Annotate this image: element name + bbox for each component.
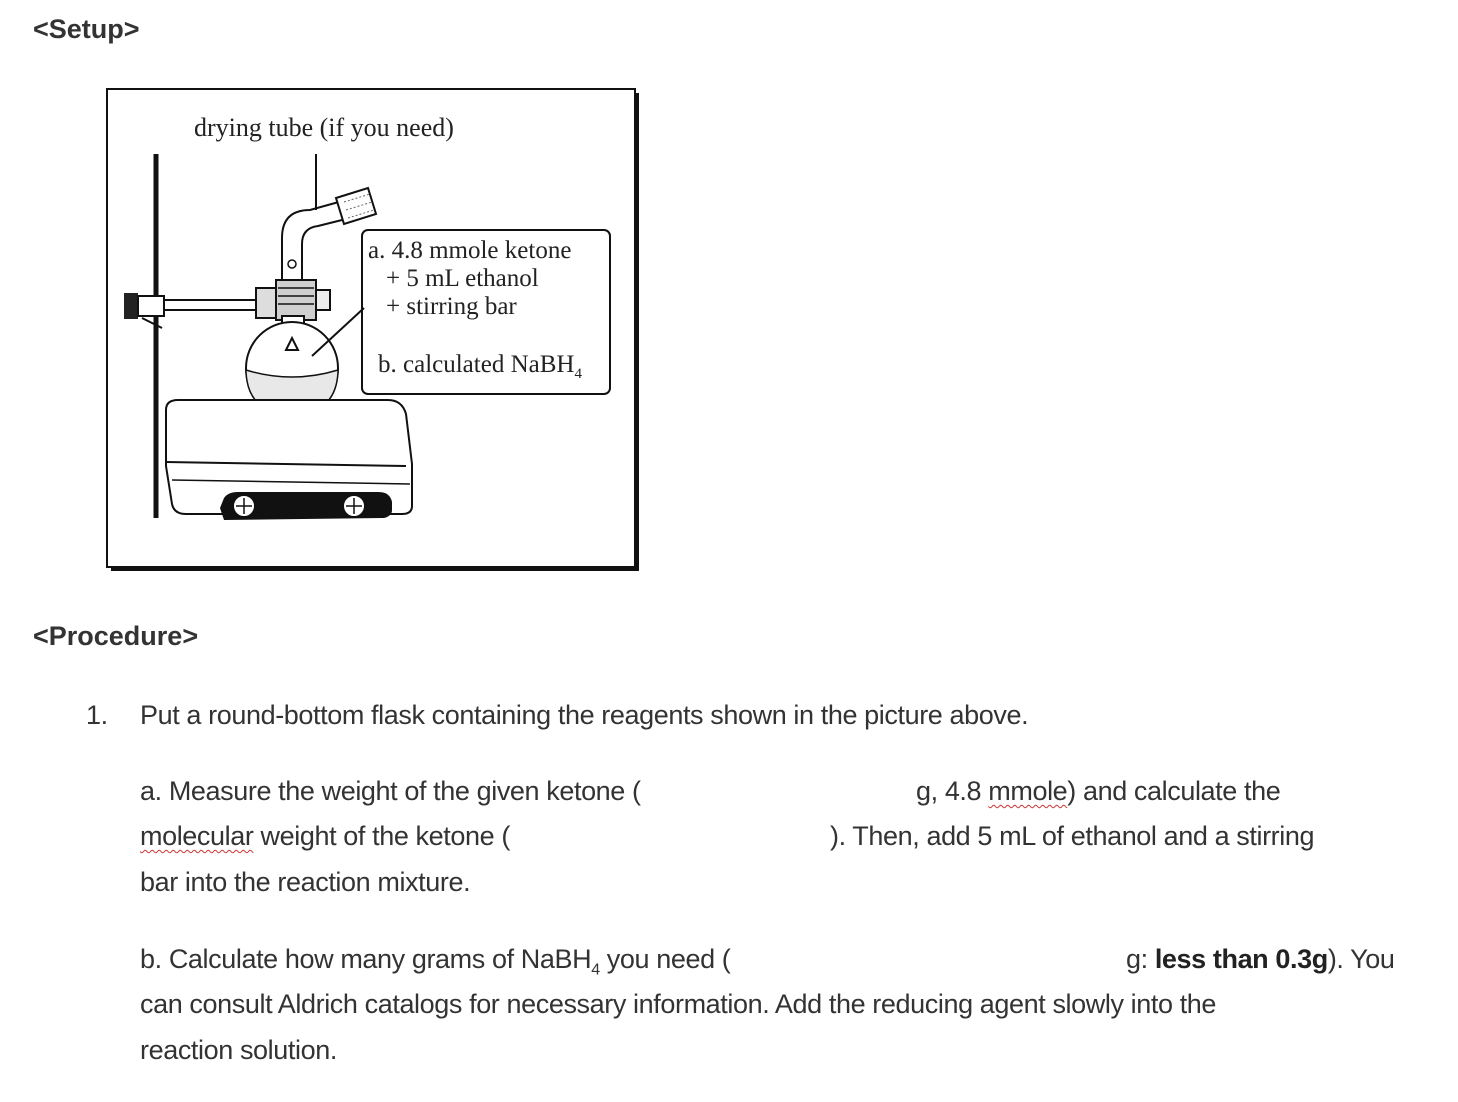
setup-heading: <Setup>	[33, 14, 140, 44]
spellcheck-molecular: molecular	[140, 821, 254, 851]
step-1a: a. Measure the weight of the given ketone ( g, 4.8 mmole) and calculate the molecular weight of the ketone ( ). Then, add 5 mL of ethanol and a stirring bar into the reaction mixture.	[140, 776, 1315, 897]
callout-line-a2: + 5 mL ethanol	[386, 265, 539, 292]
procedure-heading: <Procedure>	[33, 621, 199, 651]
drying-tube-label: drying tube (if you need)	[194, 113, 454, 142]
step-1b: b. Calculate how many grams of NaBH$_4$ you need ( g: less than 0.3g). You can consult Aldrich catalogs for necessary information. Add the reducing agent slowly into the reaction solution.	[140, 944, 1395, 1065]
less-than-note: less than 0.3g	[1154, 944, 1328, 974]
stirring-hot-plate	[166, 400, 412, 520]
step-1-number: 1.	[86, 700, 108, 730]
step-1-text: Put a round-bottom flask containing the reagents shown in the picture above.	[140, 700, 1029, 730]
spellcheck-mmole: mmole	[988, 776, 1068, 806]
callout-line-a: a. 4.8 mmole ketone	[368, 237, 572, 264]
callout-line-a3: + stirring bar	[386, 293, 517, 320]
setup-figure	[106, 88, 640, 572]
step-1	[86, 692, 1029, 738]
callout-line-b: b. calculated NaBH$_4$	[378, 351, 582, 382]
